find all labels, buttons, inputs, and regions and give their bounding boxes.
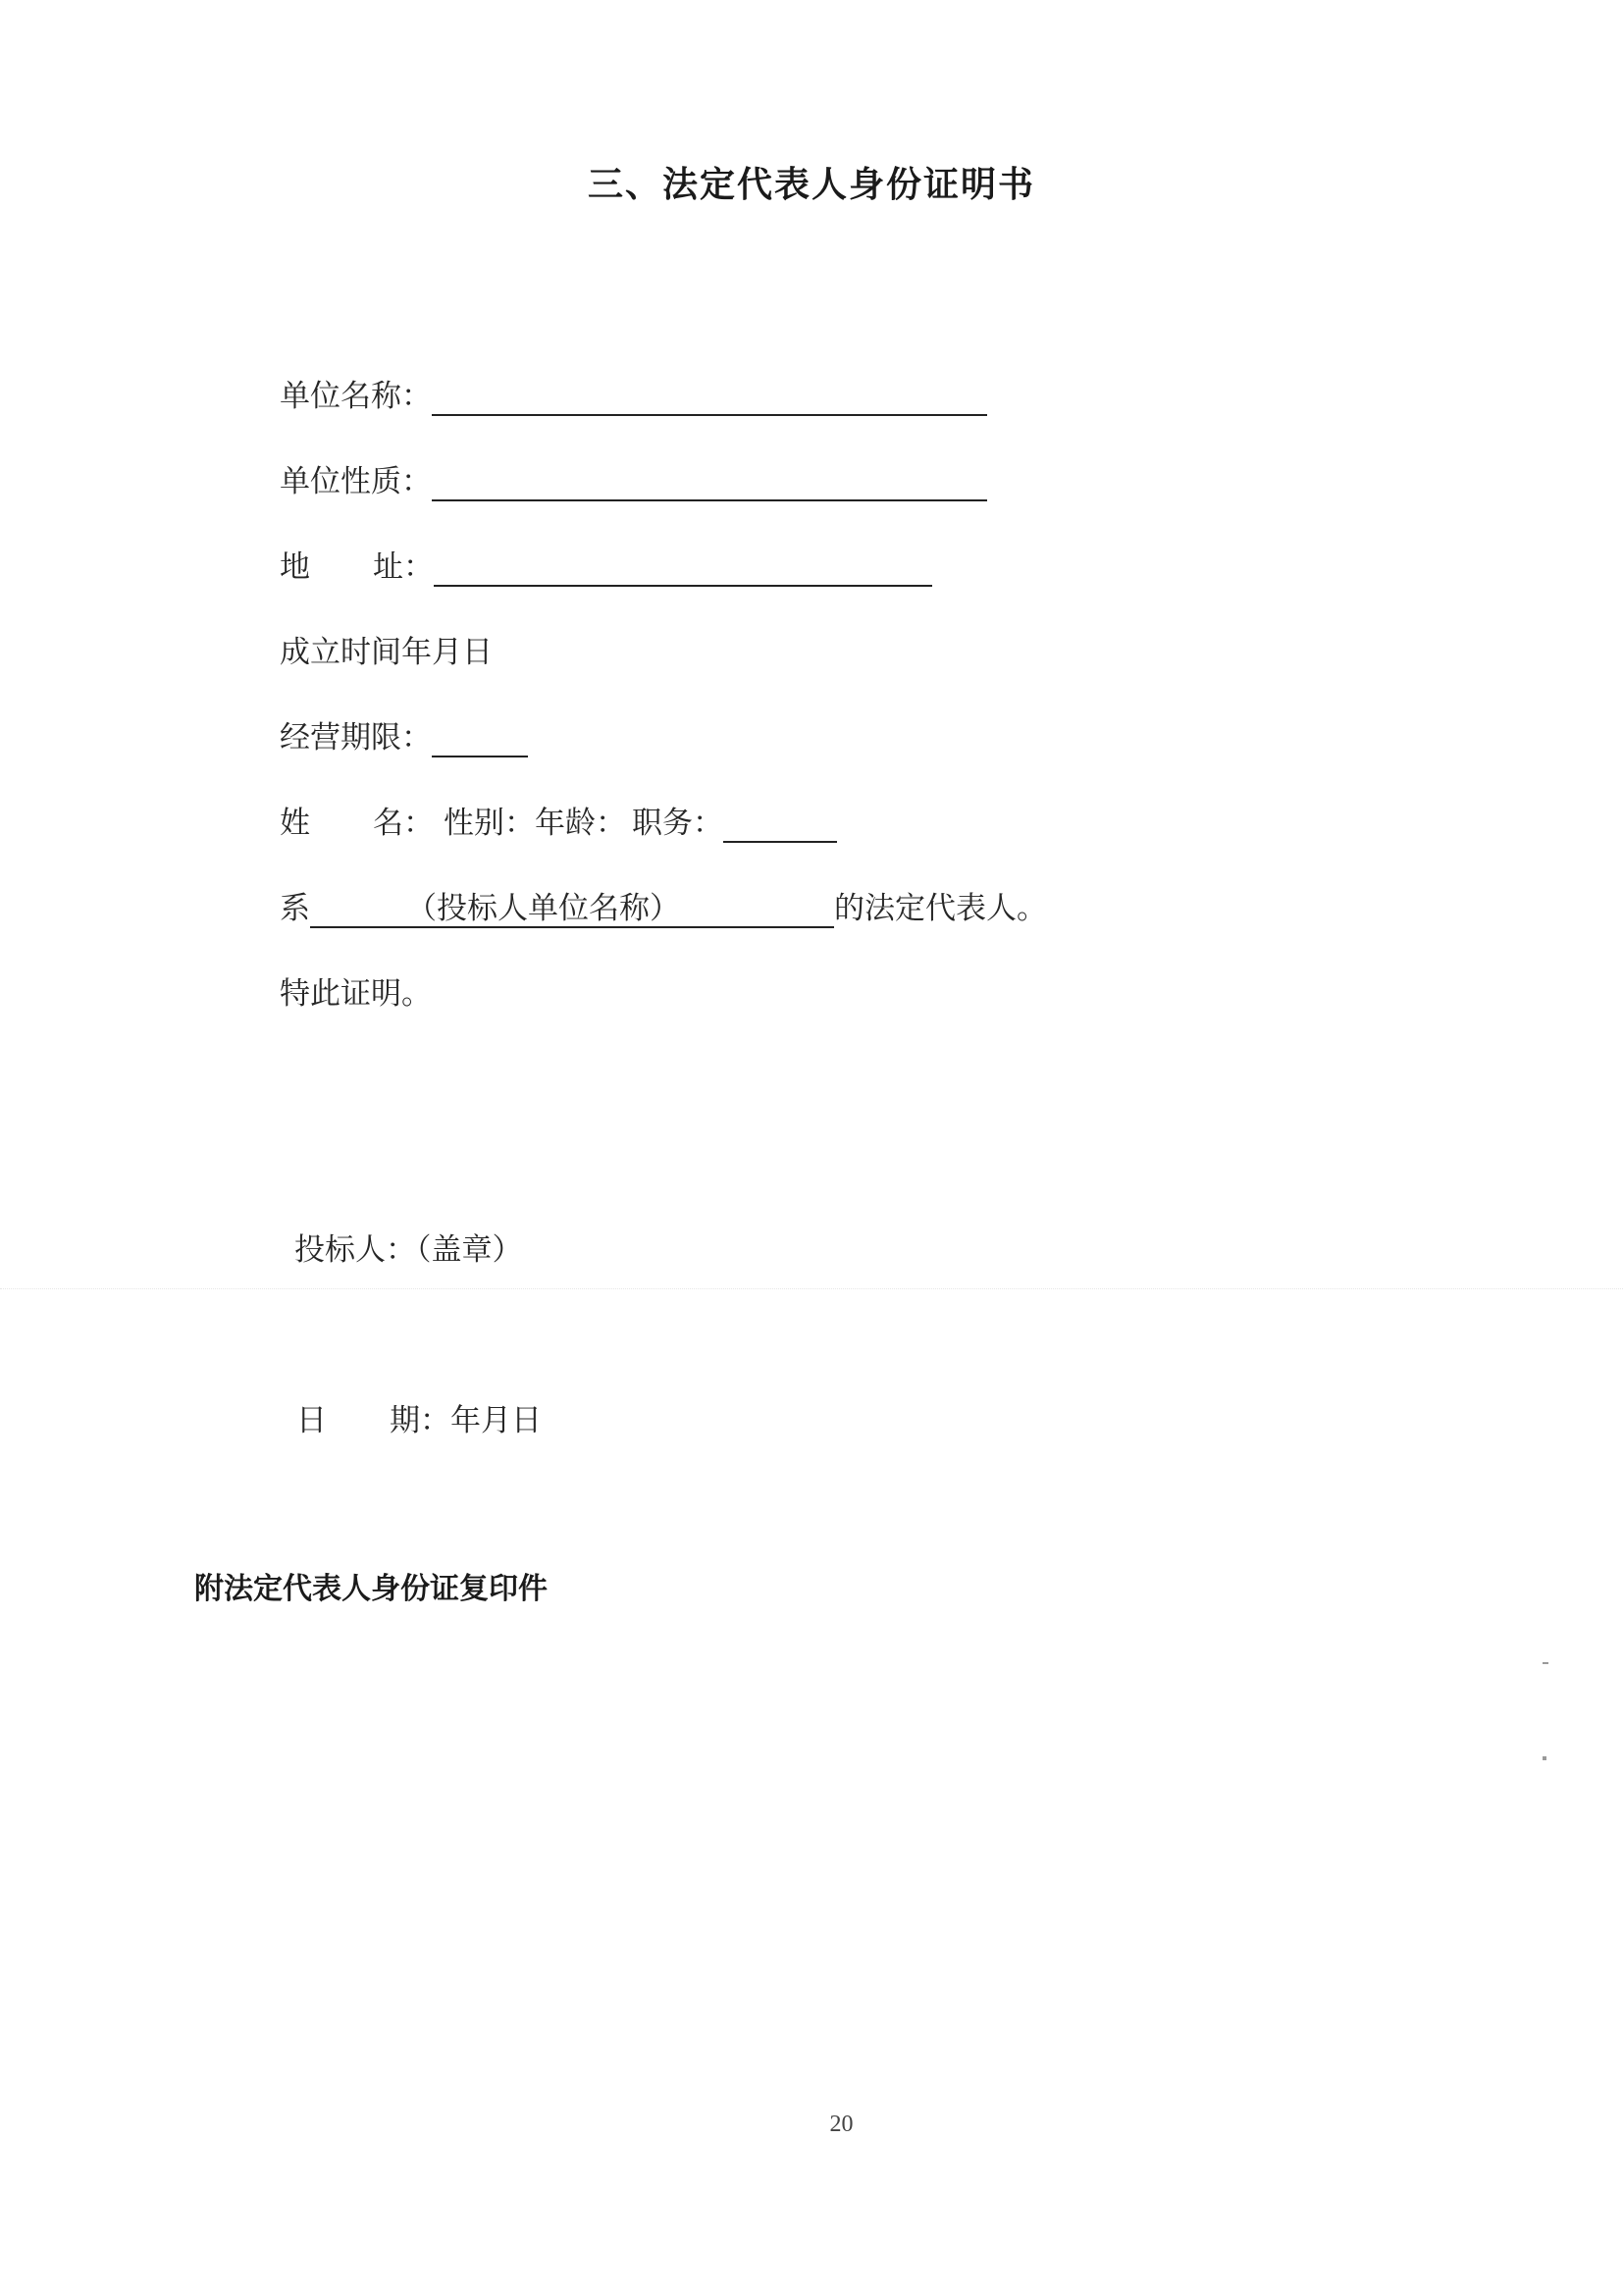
bidder-row — [294, 1230, 523, 1270]
gender-label: 性别： — [444, 806, 535, 841]
page-number: 20 — [829, 2112, 854, 2137]
unit-name-blank — [432, 381, 987, 416]
position-label: 职务： — [632, 806, 723, 841]
business-term-label: 经营期限： — [280, 720, 432, 756]
business-term-row — [280, 718, 528, 757]
name-label-second: 名： — [373, 806, 434, 841]
position-blank — [723, 808, 837, 843]
person-row — [280, 804, 837, 843]
unit-nature-blank — [432, 466, 987, 501]
age-label: 年龄： — [535, 806, 626, 841]
business-term-blank — [432, 722, 528, 757]
unit-name-row — [280, 377, 987, 416]
declaration-suffix: 的法定代表人。 — [834, 891, 1047, 926]
date-row — [296, 1401, 542, 1440]
certify-text: 特此证明。 — [280, 976, 432, 1012]
address-blank — [434, 551, 932, 587]
address-label-second: 址： — [373, 549, 434, 585]
declaration-prefix: 系 — [280, 891, 310, 926]
unit-nature-row — [280, 462, 987, 501]
date-label-second: 期：年月日 — [390, 1403, 542, 1438]
declaration-placeholder: （投标人单位名称） — [406, 891, 680, 926]
scan-speck — [1543, 1662, 1548, 1664]
unit-name-label: 单位名称： — [280, 379, 432, 414]
scan-artifact-line — [0, 1288, 1623, 1289]
attachment-label: 附法定代表人身份证复印件 — [194, 1572, 548, 1606]
established-row — [280, 633, 493, 672]
name-label-first: 姓 — [280, 806, 310, 841]
declaration-blank — [310, 889, 834, 928]
address-label-first: 地 — [280, 549, 310, 585]
scan-speck — [1543, 1756, 1546, 1760]
certify-row — [280, 974, 432, 1014]
unit-nature-label: 单位性质： — [280, 464, 432, 499]
established-label: 成立时间年月日 — [280, 635, 493, 670]
page-title: 三、法定代表人身份证明书 — [587, 165, 1035, 205]
address-row — [280, 548, 932, 587]
declaration-row — [280, 889, 1047, 928]
bidder-label: 投标人：（盖章） — [294, 1232, 523, 1268]
date-label-first: 日 — [296, 1403, 327, 1438]
